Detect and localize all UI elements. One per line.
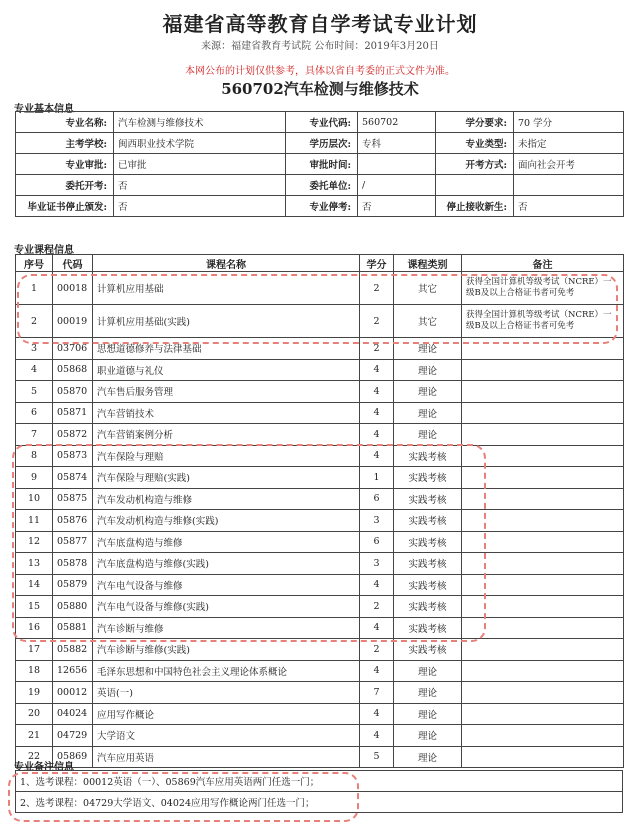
course-note [462, 510, 624, 532]
course-credits: 4 [360, 574, 394, 596]
basic-info-label: 毕业证书停止颁发: [16, 196, 114, 217]
course-code: 05874 [53, 467, 93, 489]
course-category: 其它 [394, 272, 462, 305]
course-index: 8 [16, 445, 53, 467]
course-column-header: 课程名称 [93, 255, 360, 272]
course-credits: 4 [360, 381, 394, 403]
course-name: 汽车应用英语 [93, 746, 360, 768]
course-note [462, 553, 624, 575]
course-index: 14 [16, 574, 53, 596]
course-row [16, 682, 624, 704]
remark-text: 2、选考课程：04729大学语文、04024应用写作概论两门任选一门； [16, 792, 623, 813]
course-note [462, 445, 624, 467]
course-credits: 2 [360, 596, 394, 618]
course-code: 05870 [53, 381, 93, 403]
course-row [16, 381, 624, 403]
course-column-header: 代码 [53, 255, 93, 272]
course-note [462, 574, 624, 596]
course-index: 13 [16, 553, 53, 575]
basic-info-value [514, 175, 624, 196]
course-credits: 4 [360, 359, 394, 381]
course-index: 19 [16, 682, 53, 704]
course-column-header: 课程类别 [394, 255, 462, 272]
course-column-header: 学分 [360, 255, 394, 272]
course-note: 获得全国计算机等级考试（NCRE）一级B及以上合格证书者可免考 [462, 305, 624, 338]
course-name: 毛泽东思想和中国特色社会主义理论体系概论 [93, 660, 360, 682]
course-note [462, 725, 624, 747]
basic-info-table [15, 111, 624, 217]
course-category: 理论 [394, 682, 462, 704]
course-row [16, 305, 624, 338]
basic-info-value: / [358, 175, 436, 196]
course-code: 00018 [53, 272, 93, 305]
course-category: 实践考核 [394, 574, 462, 596]
course-row [16, 617, 624, 639]
course-row [16, 574, 624, 596]
basic-info-value: 否 [514, 196, 624, 217]
basic-info-value: 闽西职业技术学院 [114, 133, 286, 154]
course-category: 实践考核 [394, 510, 462, 532]
course-name: 汽车营销案例分析 [93, 424, 360, 446]
course-row [16, 510, 624, 532]
course-code: 05873 [53, 445, 93, 467]
basic-info-value: 否 [114, 196, 286, 217]
course-category: 实践考核 [394, 617, 462, 639]
basic-info-label: 委托单位: [286, 175, 358, 196]
course-credits: 4 [360, 617, 394, 639]
page-title: 福建省高等教育自学考试专业计划 [162, 12, 478, 36]
course-name: 汽车诊断与维修(实践) [93, 639, 360, 661]
course-index: 11 [16, 510, 53, 532]
course-credits: 2 [360, 338, 394, 360]
basic-info-label: 主考学校: [16, 133, 114, 154]
course-category: 其它 [394, 305, 462, 338]
course-row [16, 531, 624, 553]
course-note [462, 381, 624, 403]
disclaimer-notice: 本网公布的计划仅供参考，具体以省自考委的正式文件为准。 [185, 66, 455, 77]
course-index: 3 [16, 338, 53, 360]
course-name: 汽车诊断与维修 [93, 617, 360, 639]
course-note [462, 402, 624, 424]
course-index: 18 [16, 660, 53, 682]
course-code: 05878 [53, 553, 93, 575]
course-category: 理论 [394, 402, 462, 424]
basic-info-value: 否 [114, 175, 286, 196]
course-note [462, 467, 624, 489]
course-name: 英语(一) [93, 682, 360, 704]
course-name: 计算机应用基础 [93, 272, 360, 305]
course-row [16, 488, 624, 510]
course-code: 05875 [53, 488, 93, 510]
basic-info-section-title: 专业基本信息 [14, 104, 74, 115]
course-code: 05869 [53, 746, 93, 768]
course-name: 汽车电气设备与维修(实践) [93, 596, 360, 618]
course-code: 05880 [53, 596, 93, 618]
course-row [16, 725, 624, 747]
remark-row [16, 792, 623, 813]
course-column-header: 备注 [462, 255, 624, 272]
course-info-section-title: 专业课程信息 [14, 245, 74, 256]
basic-info-label: 专业名称: [16, 112, 114, 133]
basic-info-label [436, 175, 514, 196]
course-code: 05868 [53, 359, 93, 381]
course-row [16, 338, 624, 360]
course-row [16, 272, 624, 305]
basic-info-row [16, 133, 624, 154]
course-name: 汽车发动机构造与维修(实践) [93, 510, 360, 532]
course-name: 汽车底盘构造与维修 [93, 531, 360, 553]
course-table-header [16, 255, 624, 272]
course-index: 7 [16, 424, 53, 446]
course-credits: 4 [360, 725, 394, 747]
remark-text: 1、选考课程：00012英语（一）、05869汽车应用英语两门任选一门； [16, 771, 623, 792]
course-note [462, 660, 624, 682]
course-credits: 5 [360, 746, 394, 768]
course-code: 04024 [53, 703, 93, 725]
course-row [16, 424, 624, 446]
basic-info-value: 汽车检测与维修技术 [114, 112, 286, 133]
course-note [462, 488, 624, 510]
course-code: 00012 [53, 682, 93, 704]
course-category: 实践考核 [394, 553, 462, 575]
course-note [462, 531, 624, 553]
course-code: 05877 [53, 531, 93, 553]
course-credits: 3 [360, 510, 394, 532]
course-index: 16 [16, 617, 53, 639]
basic-info-label: 专业停考: [286, 196, 358, 217]
course-credits: 4 [360, 703, 394, 725]
course-row [16, 359, 624, 381]
course-category: 理论 [394, 381, 462, 403]
course-note [462, 596, 624, 618]
course-category: 理论 [394, 703, 462, 725]
course-row [16, 445, 624, 467]
basic-info-value: 否 [358, 196, 436, 217]
course-code: 12656 [53, 660, 93, 682]
course-category: 理论 [394, 746, 462, 768]
course-note [462, 703, 624, 725]
course-name: 汽车电气设备与维修 [93, 574, 360, 596]
course-credits: 4 [360, 660, 394, 682]
course-credits: 6 [360, 531, 394, 553]
course-code: 05882 [53, 639, 93, 661]
basic-info-row [16, 196, 624, 217]
basic-info-row [16, 154, 624, 175]
course-index: 10 [16, 488, 53, 510]
course-name: 汽车底盘构造与维修(实践) [93, 553, 360, 575]
course-name: 汽车发动机构造与维修 [93, 488, 360, 510]
course-table [15, 254, 624, 768]
course-credits: 4 [360, 402, 394, 424]
basic-info-label: 学历层次: [286, 133, 358, 154]
course-credits: 4 [360, 424, 394, 446]
course-row [16, 703, 624, 725]
course-row [16, 639, 624, 661]
course-row [16, 467, 624, 489]
course-index: 20 [16, 703, 53, 725]
course-index: 15 [16, 596, 53, 618]
course-name: 大学语文 [93, 725, 360, 747]
course-category: 实践考核 [394, 531, 462, 553]
basic-info-label: 专业审批: [16, 154, 114, 175]
course-note [462, 338, 624, 360]
course-name: 汽车售后服务管理 [93, 381, 360, 403]
basic-info-label: 专业类型: [436, 133, 514, 154]
course-index: 5 [16, 381, 53, 403]
course-code: 03706 [53, 338, 93, 360]
basic-info-label: 开考方式: [436, 154, 514, 175]
course-index: 4 [16, 359, 53, 381]
course-credits: 1 [360, 467, 394, 489]
course-code: 05876 [53, 510, 93, 532]
course-credits: 2 [360, 272, 394, 305]
remark-row [16, 771, 623, 792]
course-category: 理论 [394, 359, 462, 381]
course-category: 实践考核 [394, 445, 462, 467]
course-note [462, 617, 624, 639]
course-category: 实践考核 [394, 488, 462, 510]
course-name: 汽车营销技术 [93, 402, 360, 424]
course-name: 计算机应用基础(实践) [93, 305, 360, 338]
course-column-header: 序号 [16, 255, 53, 272]
course-category: 实践考核 [394, 596, 462, 618]
course-credits: 4 [360, 445, 394, 467]
course-category: 理论 [394, 338, 462, 360]
basic-info-label: 学分要求: [436, 112, 514, 133]
course-category: 理论 [394, 424, 462, 446]
course-credits: 2 [360, 639, 394, 661]
course-note [462, 639, 624, 661]
basic-info-value: 560702 [358, 112, 436, 133]
course-code: 05871 [53, 402, 93, 424]
course-name: 汽车保险与理赔 [93, 445, 360, 467]
course-note [462, 682, 624, 704]
course-index: 21 [16, 725, 53, 747]
course-category: 理论 [394, 660, 462, 682]
course-code: 05881 [53, 617, 93, 639]
course-name: 职业道德与礼仪 [93, 359, 360, 381]
course-index: 12 [16, 531, 53, 553]
course-credits: 3 [360, 553, 394, 575]
course-row [16, 660, 624, 682]
course-code: 05879 [53, 574, 93, 596]
course-row [16, 553, 624, 575]
course-index: 6 [16, 402, 53, 424]
course-row [16, 746, 624, 768]
course-row [16, 596, 624, 618]
basic-info-row [16, 175, 624, 196]
basic-info-label: 专业代码: [286, 112, 358, 133]
source-date-line: 来源：福建省教育考试院 公布时间：2019年3月20日 [201, 41, 439, 52]
course-name: 思想道德修养与法律基础 [93, 338, 360, 360]
course-code: 05872 [53, 424, 93, 446]
course-credits: 6 [360, 488, 394, 510]
basic-info-value: 面向社会开考 [514, 154, 624, 175]
course-name: 汽车保险与理赔(实践) [93, 467, 360, 489]
course-name: 应用写作概论 [93, 703, 360, 725]
course-index: 22 [16, 746, 53, 768]
major-title: 560702汽车检测与维修技术 [221, 80, 419, 98]
course-category: 理论 [394, 725, 462, 747]
basic-info-value: 70 学分 [514, 112, 624, 133]
basic-info-value: 专科 [358, 133, 436, 154]
basic-info-value: 已审批 [114, 154, 286, 175]
course-category: 实践考核 [394, 639, 462, 661]
basic-info-value [358, 154, 436, 175]
course-row [16, 402, 624, 424]
basic-info-label: 委托开考: [16, 175, 114, 196]
basic-info-label: 停止接收新生: [436, 196, 514, 217]
course-code: 00019 [53, 305, 93, 338]
course-index: 17 [16, 639, 53, 661]
course-credits: 7 [360, 682, 394, 704]
course-index: 1 [16, 272, 53, 305]
remarks-table [15, 770, 623, 813]
basic-info-row [16, 112, 624, 133]
course-note: 获得全国计算机等级考试（NCRE）一级B及以上合格证书者可免考 [462, 272, 624, 305]
remarks-section-title: 专业备注信息 [14, 762, 74, 773]
course-category: 实践考核 [394, 467, 462, 489]
basic-info-label: 审批时间: [286, 154, 358, 175]
course-credits: 2 [360, 305, 394, 338]
course-index: 9 [16, 467, 53, 489]
basic-info-value: 未指定 [514, 133, 624, 154]
course-note [462, 359, 624, 381]
course-code: 04729 [53, 725, 93, 747]
course-index: 2 [16, 305, 53, 338]
course-note [462, 746, 624, 768]
course-note [462, 424, 624, 446]
